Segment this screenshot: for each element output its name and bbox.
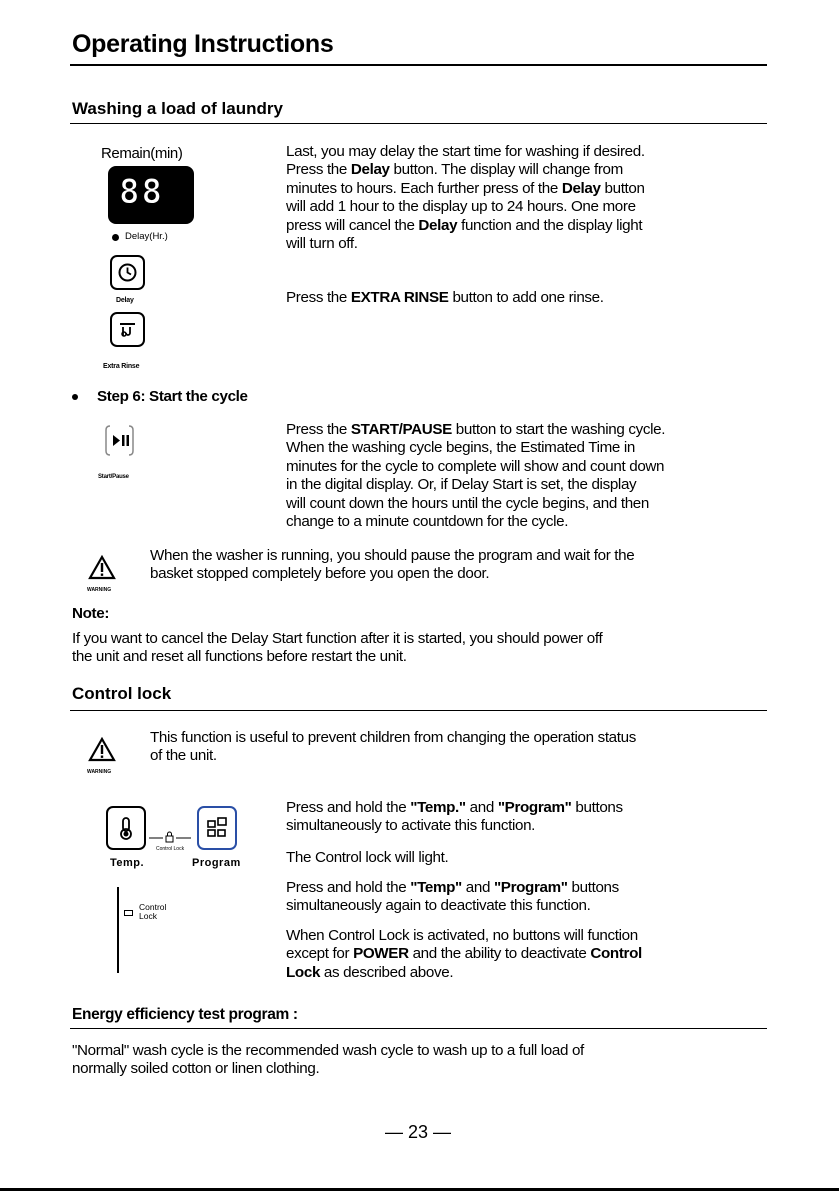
control-lock-small-label: Control Lock	[156, 846, 185, 852]
cl-para3-line-2: simultaneously again to deactivate this function.	[286, 897, 591, 915]
cl-para-4	[286, 927, 766, 982]
indicator-divider	[117, 887, 119, 973]
note-text	[72, 630, 772, 667]
delay-button[interactable]	[110, 255, 145, 290]
play-pause-icon	[104, 424, 135, 457]
start-line-3: minutes for the cycle to complete will show and count down	[286, 457, 665, 475]
delay-hr-label: Delay(Hr.)	[125, 231, 168, 242]
warning-text	[150, 547, 770, 584]
cl-para3-line-1: Press and hold the "Temp" and "Program" buttons	[286, 879, 619, 896]
cl-para4-line-3: Lock as described above.	[286, 963, 454, 981]
energy-line-1: "Normal" wash cycle is the recommended wash cycle to wash up to a full load of	[72, 1042, 584, 1059]
extra-rinse-icon-label: Extra Rinse	[103, 363, 140, 370]
indicator-line-1: Control	[139, 902, 167, 912]
control-lock-led	[124, 910, 133, 916]
control-lock-heading: Control lock	[72, 684, 172, 703]
cl-para1-line-2: simultaneously to activate this function.	[286, 817, 536, 835]
cl-warning-line-2: of the unit.	[150, 747, 217, 765]
clock-icon	[112, 257, 143, 288]
extra-rinse-paragraph: Press the EXTRA RINSE button to add one rinse.	[286, 289, 604, 306]
cl-para4-line-1: When Control Lock is activated, no buttons will function	[286, 927, 638, 944]
delay-line-5: press will cancel the Delay function and the display light	[286, 216, 643, 234]
cl-para-2: The Control lock will light.	[286, 849, 449, 866]
energy-line-2: normally soiled cotton or linen clothing.	[72, 1060, 320, 1078]
delay-indicator-dot	[112, 234, 119, 241]
start-icon-label: Start/Pause	[98, 474, 129, 480]
title-rule	[70, 64, 767, 66]
energy-rule	[70, 1028, 767, 1029]
digital-display	[108, 166, 194, 224]
warning-line-1: When the washer is running, you should pause the program and wait for the	[150, 547, 635, 564]
warning-label: WARNING	[87, 587, 112, 593]
start-line-1: Press the START/PAUSE button to start the washing cycle.	[286, 421, 666, 438]
delay-line-3: minutes to hours. Each further press of the Delay button	[286, 179, 645, 197]
program-label: Program	[192, 857, 241, 869]
remain-label: Remain(min)	[101, 145, 183, 162]
step6-bullet	[72, 394, 78, 400]
page-number: — 23 —	[385, 1122, 452, 1142]
note-line-1: If you want to cancel the Delay Start function after it is started, you should power off	[72, 630, 603, 647]
warning-icon	[88, 555, 116, 587]
display-digits: 88	[119, 172, 164, 212]
extra-rinse-button[interactable]	[110, 312, 145, 347]
start-line-5: will count down the hours until the cycle begins, and then	[286, 494, 649, 512]
delay-line-4: will add 1 hour to the display up to 24 hours. One more	[286, 198, 636, 216]
delay-icon-label: Delay	[116, 297, 134, 304]
control-lock-indicator-label	[139, 903, 166, 921]
note-heading: Note:	[72, 605, 110, 622]
delay-line-1: Last, you may delay the start time for washing if desired.	[286, 143, 645, 160]
start-line-6: change to a minute countdown for the cycle.	[286, 513, 569, 531]
start-paragraph	[286, 421, 766, 531]
delay-line-6: will turn off.	[286, 235, 358, 253]
temp-label: Temp.	[110, 857, 145, 869]
cl-para-1	[286, 799, 766, 836]
program-button[interactable]	[197, 806, 237, 850]
washing-rule	[70, 123, 767, 124]
control-lock-rule	[70, 710, 767, 711]
energy-text	[72, 1042, 772, 1079]
lock-icon	[147, 831, 193, 845]
note-line-2: the unit and reset all functions before restart the unit.	[72, 648, 407, 666]
washing-heading: Washing a load of laundry	[72, 99, 283, 118]
rinse-icon	[112, 314, 143, 345]
delay-paragraph	[286, 143, 766, 253]
start-line-4: in the digital display. Or, if Delay Start is set, the display	[286, 476, 637, 494]
warning-line-2: basket stopped completely before you open the door.	[150, 565, 490, 583]
delay-line-2: Press the Delay button. The display will change from	[286, 161, 623, 179]
page-title: Operating Instructions	[72, 30, 334, 58]
energy-heading: Energy efficiency test program :	[72, 1006, 298, 1023]
cl-para-3	[286, 879, 766, 916]
thermometer-icon	[108, 808, 144, 848]
program-grid-icon	[199, 808, 235, 848]
start-pause-button[interactable]	[104, 424, 135, 457]
cl-warning-line-1: This function is useful to prevent children from changing the operation status	[150, 729, 636, 746]
cl-para1-line-1: Press and hold the "Temp." and "Program" buttons	[286, 799, 623, 816]
warning-icon	[88, 737, 116, 769]
start-line-2: When the washing cycle begins, the Estimated Time in	[286, 439, 636, 457]
step6-heading: Step 6: Start the cycle	[97, 388, 248, 405]
temp-button[interactable]	[106, 806, 146, 850]
indicator-line-2: Lock	[139, 911, 157, 921]
control-lock-warning-text	[150, 729, 770, 766]
cl-para4-line-2: except for POWER and the ability to deactivate Control	[286, 945, 642, 963]
warning-label: WARNING	[87, 769, 112, 775]
